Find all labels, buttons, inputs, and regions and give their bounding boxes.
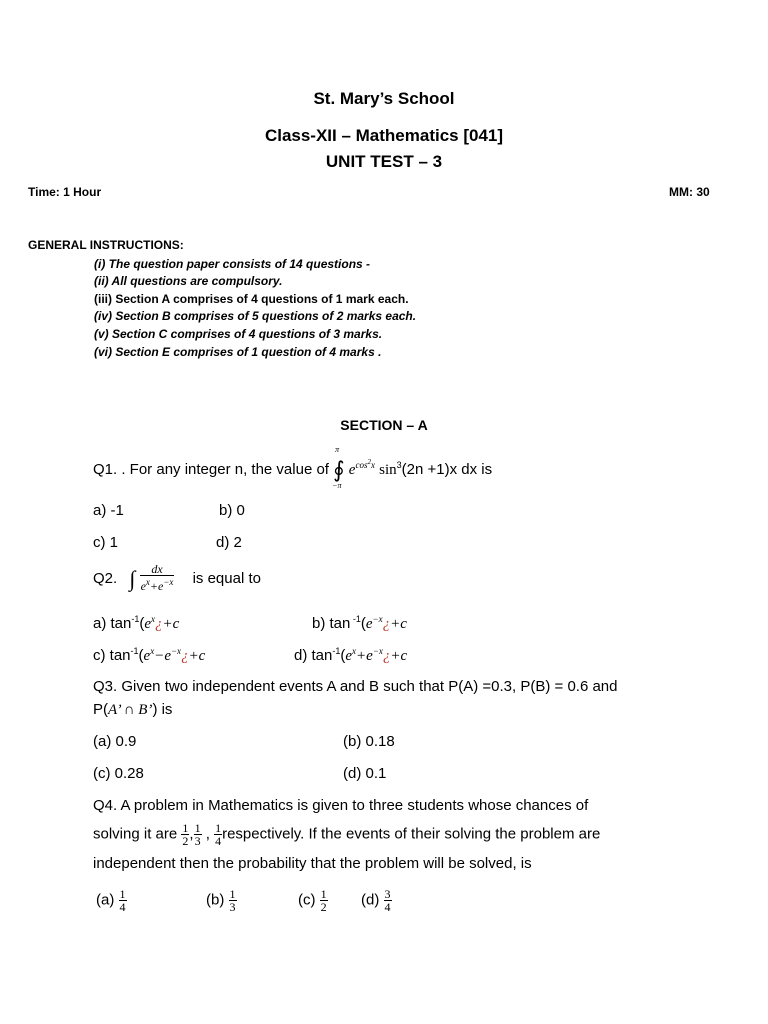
q2-tail: is equal to — [192, 569, 261, 587]
question-2 — [93, 561, 261, 593]
q2-fraction — [140, 563, 175, 592]
integral-icon: ∫ — [129, 566, 136, 591]
q3-option-b: (b) 0.18 — [343, 733, 395, 750]
time-label: Time: 1 Hour — [28, 185, 102, 199]
question-4-line-3: independent then the probability that the problem will be solved, is — [93, 855, 532, 872]
instruction-item: (vi) Section E comprises of 1 question of 4 marks . — [94, 345, 382, 359]
q1-e: e — [348, 461, 356, 478]
q2-option-b: b) $\tan ^{-1}(e^{-x}¿+c$ — [312, 614, 407, 632]
q1-text: Q1. . For any integer n, the value of — [93, 460, 329, 478]
q1-lower-limit: −π — [332, 481, 342, 490]
q4-option-d: (d) $\frac{3}{4}$ — [361, 887, 391, 914]
question-3-line-1: Q3. Given two independent events A and B such that P(A) =0.3, P(B) = 0.6 and — [93, 678, 618, 695]
q3-option-c: (c) 0.28 — [93, 765, 144, 782]
q1-upper-limit: π — [335, 445, 340, 454]
school-name: St. Mary’s School — [313, 89, 455, 108]
q3-option-a: (a) 0.9 — [93, 733, 137, 750]
q1-option-d: d) 2 — [216, 534, 242, 551]
q2-numerator: dx — [151, 561, 163, 576]
instruction-item: (ii) All questions are compulsory. — [94, 274, 283, 288]
question-4-line-1: Q4. A problem in Mathematics is given to three students whose chances of — [93, 797, 589, 814]
q3-event-expression: A’ ∩ B’ — [108, 702, 153, 718]
q4-fraction: $\frac{1}{4}$ — [215, 821, 222, 848]
q1-tail: (2n +1)x dx is — [401, 460, 493, 478]
q2-option-c: c) $\tan^{-1}(e^x-e^{-x}¿+c$ — [93, 646, 206, 664]
question-4-line-2: solving it are $\frac{1}{2}$ , $\frac{1}{3}$ , $\frac{1}{4}$ respectively. If the events of their solving the problem are — [93, 821, 601, 848]
q1-option-c: c) 1 — [93, 534, 119, 551]
q1-option-b: b) 0 — [219, 502, 245, 519]
q2-option-d: d) $\tan^{-1}(e^x+e^{-x}¿+c$ — [294, 646, 408, 664]
q4-fraction: $\frac{1}{2}$ — [182, 821, 189, 848]
max-marks-label: MM: 30 — [669, 185, 710, 199]
instruction-item: (i) The question paper consists of 14 questions - — [94, 257, 371, 271]
q4-option-c: (c) $\frac{1}{2}$ — [298, 887, 327, 914]
q2-option-a: a) $\tan^{-1}(e^x¿+c$ — [93, 614, 180, 632]
q4-fraction: $\frac{1}{3}$ — [194, 821, 201, 848]
q4-option-a: (a) $\frac{1}{4}$ — [96, 887, 126, 914]
q3-option-d: (d) 0.1 — [343, 765, 387, 782]
q1-contour-integral — [332, 445, 345, 490]
section-a-heading: SECTION – A — [340, 417, 428, 433]
instruction-item: (v) Section C comprises of 4 questions of 3 marks. — [94, 327, 383, 341]
q1-sin: sin — [379, 461, 397, 478]
test-title: UNIT TEST – 3 — [325, 152, 443, 171]
contour-integral-icon: ∮ — [333, 457, 345, 482]
question-3-line-2: P(A’ ∩ B’) is — [93, 701, 173, 718]
question-1: Q1. . For any integer n, the value of π ∮ −π $e^{cos^2x}$ $\sin^3(2n +1)x$ dx is — [93, 445, 493, 490]
instructions-heading: GENERAL INSTRUCTIONS: — [28, 238, 184, 252]
instruction-item: (iii) Section A comprises of 4 questions of 1 mark each. — [94, 292, 409, 306]
q2-label: Q2. — [93, 569, 118, 587]
instruction-item: (iv) Section B comprises of 5 questions of 2 marks each. — [94, 309, 417, 323]
q1-option-a: a) -1 — [93, 502, 124, 519]
class-subject: Class-XII – Mathematics [041] — [264, 126, 504, 145]
q4-option-b: (b) $\frac{1}{3}$ — [206, 887, 236, 914]
q2-denominator: $e^x+e^{-x}$ — [140, 576, 174, 593]
q1-exponent: cos — [355, 459, 368, 470]
